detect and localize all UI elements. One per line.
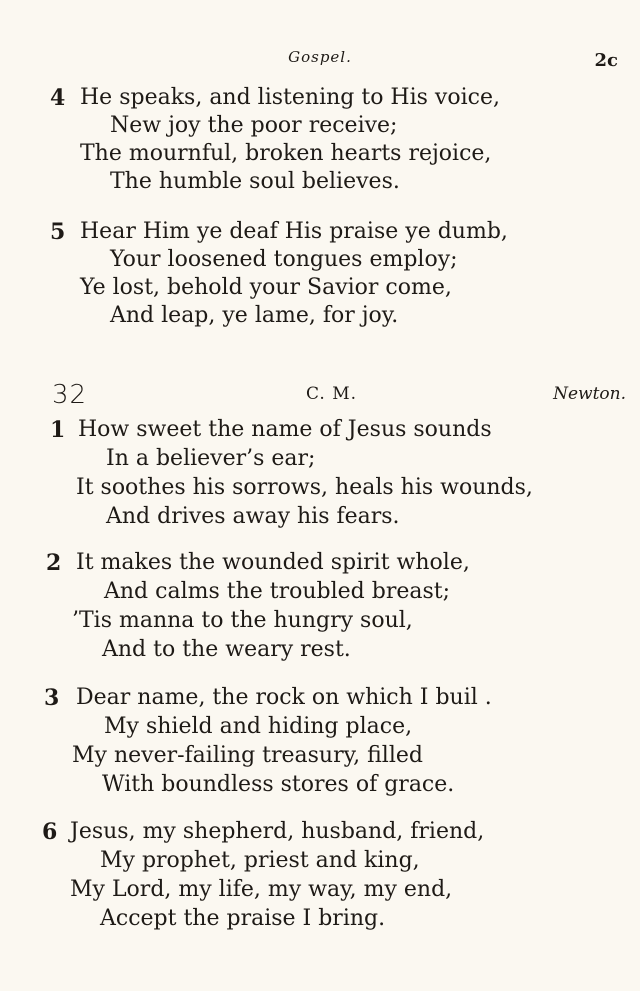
- stanza-line: Ye lost, behold your Savior come,: [80, 275, 452, 300]
- stanza-line: And drives away his fears.: [106, 504, 400, 529]
- hymn-meter: C. M.: [306, 384, 358, 404]
- page-number: 2c: [594, 50, 618, 71]
- stanza-number: 1: [50, 417, 66, 443]
- stanza-line: It soothes his sorrows, heals his wounds,: [76, 475, 533, 500]
- stanza-number: 2: [46, 550, 62, 576]
- stanza-line: New joy the poor receive;: [110, 113, 398, 138]
- stanza-line: And leap, ye lame, for joy.: [110, 303, 399, 328]
- stanza-line: Hear Him ye deaf His praise ye dumb,: [80, 219, 508, 244]
- stanza-line: Jesus, my shepherd, husband, friend,: [70, 819, 485, 844]
- stanza-line: And to the weary rest.: [102, 637, 351, 662]
- stanza-line: The humble soul believes.: [110, 169, 400, 194]
- stanza-line: My prophet, priest and king,: [100, 848, 420, 873]
- stanza-line: The mournful, broken hearts rejoice,: [80, 141, 492, 166]
- stanza-line: Accept the praise I bring.: [100, 906, 386, 931]
- stanza-number: 3: [44, 685, 60, 711]
- running-title: Gospel.: [288, 48, 352, 66]
- hymn-number: 32: [52, 380, 88, 410]
- hymn-composer: Newton.: [553, 384, 626, 404]
- stanza-number: 4: [50, 85, 66, 111]
- hymn-heading: [0, 380, 640, 410]
- stanza-line: And calms the troubled breast;: [104, 579, 451, 604]
- stanza-line: ’Tis manna to the hungry soul,: [72, 608, 413, 633]
- stanza-line: Dear name, the rock on which I buil .: [76, 685, 492, 710]
- stanza-number: 5: [50, 219, 66, 245]
- stanza-line: He speaks, and listening to His voice,: [80, 85, 500, 110]
- stanza-line: My shield and hiding place,: [104, 714, 413, 739]
- stanza-line: Your loosened tongues employ;: [110, 247, 458, 272]
- stanza-line: My Lord, my life, my way, my end,: [70, 877, 453, 902]
- stanza-line: How sweet the name of Jesus sounds: [78, 417, 492, 442]
- stanza-number: 6: [42, 819, 58, 845]
- stanza-line: In a believer’s ear;: [106, 446, 316, 471]
- stanza-line: It makes the wounded spirit whole,: [76, 550, 470, 575]
- stanza-line: My never-failing treasury, filled: [72, 743, 423, 768]
- stanza-line: With boundless stores of grace.: [102, 772, 455, 797]
